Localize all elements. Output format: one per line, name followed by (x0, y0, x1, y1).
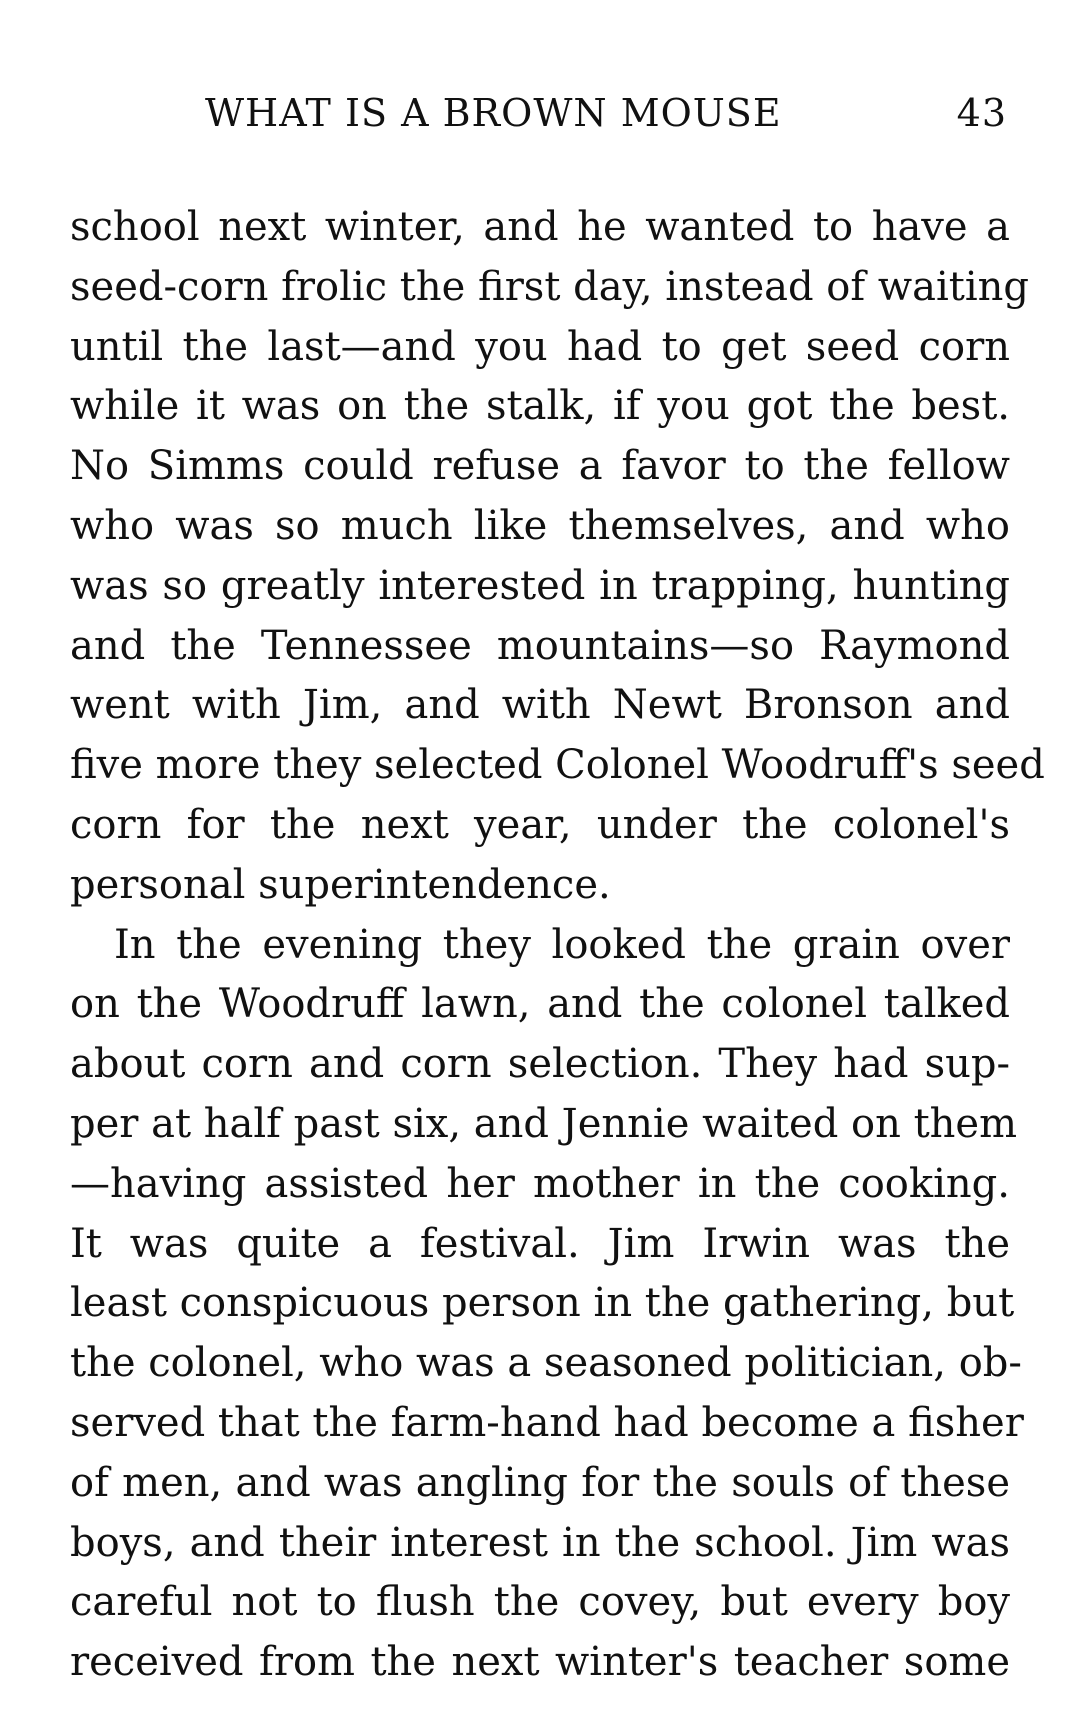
text-line: per at half past six, and Jennie waited on them (70, 1100, 1018, 1147)
text-line: served that the farm-hand had become a fisher (70, 1399, 1024, 1446)
paragraph-end-line: personal superintendence. (70, 861, 611, 908)
text-line: careful not to flush the covey, but every boy (70, 1579, 1010, 1626)
text-line: while it was on the stalk, if you got the best. (70, 383, 1010, 430)
text-line: of men, and was angling for the souls of these (70, 1459, 1010, 1506)
running-head (205, 91, 1007, 147)
text-line: school next winter, and he wanted to have a (70, 204, 1010, 250)
text-line: boys, and their interest in the school. Jim was (70, 1519, 1010, 1566)
text-line: —having assisted her mother in the cooking. (70, 1160, 1010, 1207)
text-line: and the Tennessee mountains—so Raymond (70, 622, 1010, 669)
text-line: went with Jim, and with Newt Bronson and (70, 682, 1010, 729)
text-line: received from the next winter's teacher some (70, 1639, 1010, 1686)
page-number: 43 (956, 91, 1007, 135)
text-line: on the Woodruff lawn, and the colonel talked (70, 981, 1010, 1028)
text-line: until the last—and you had to get seed corn (70, 323, 1010, 370)
text-line: corn for the next year, under the colonel's (70, 801, 1010, 848)
text-line: It was quite a festival. Jim Irwin was the (70, 1220, 1010, 1267)
text-line: was so greatly interested in trapping, hunting (70, 562, 1010, 609)
text-line: who was so much like themselves, and who (70, 502, 1010, 549)
text-line: seed-corn frolic the first day, instead of waiting (70, 263, 1030, 310)
text-line: five more they selected Colonel Woodruff's seed (70, 742, 1045, 789)
paragraph-start-line: In the evening they looked the grain over (114, 921, 1010, 968)
body-text (70, 198, 1045, 1693)
text-line: least conspicuous person in the gathering, but (70, 1280, 1015, 1327)
text-line: the colonel, who was a seasoned politician, ob- (70, 1340, 1022, 1387)
text-line: No Simms could refuse a favor to the fellow (70, 443, 1010, 490)
running-title: WHAT IS A BROWN MOUSE (205, 91, 782, 135)
text-line: about corn and corn selection. They had sup- (70, 1041, 1010, 1088)
